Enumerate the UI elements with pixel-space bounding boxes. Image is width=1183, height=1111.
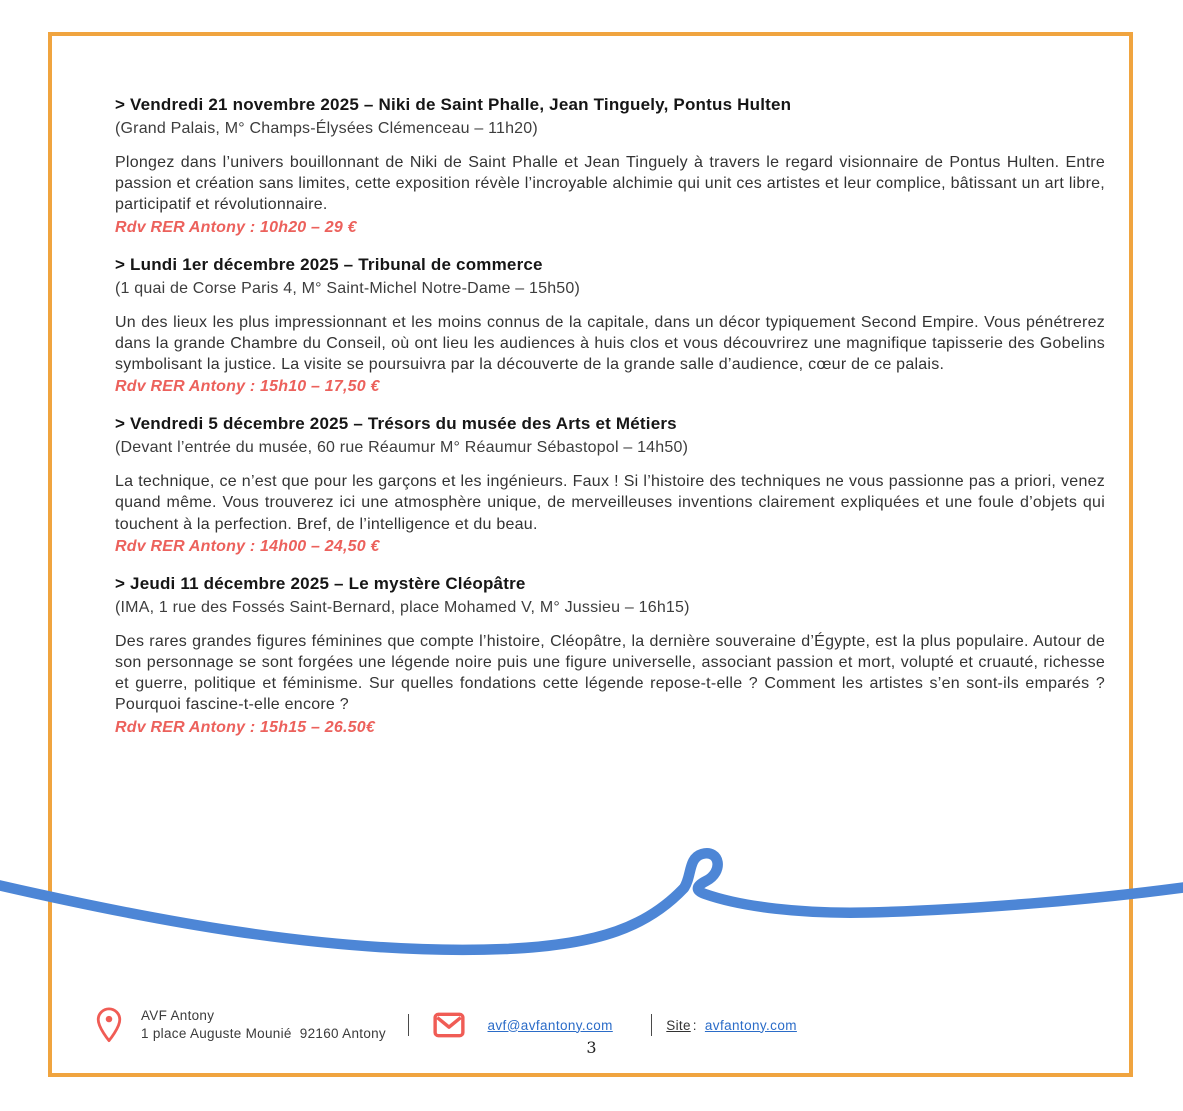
site-label: Site (666, 1017, 691, 1033)
event-title: > Lundi 1er décembre 2025 – Tribunal de commerce (115, 254, 543, 274)
event-location: (1 quai de Corse Paris 4, M° Saint-Michel Notre-Dame – 15h50) (115, 279, 581, 297)
event-description: Des rares grandes figures féminines que compte l’histoire, Cléopâtre, la dernière souveraine d’Égypte, est la plus populaire. Autour de son personnage se sont forgées une légende noire puis une figure universelle, associant passion et mort, volupté et cruauté, richesse et guerre, politique et féminisme. Sur quelles fondations cette légende repose-t-elle ? Comment les artistes s’en sont-ils emparés ? Pourquoi fascine-t-elle encore ? (115, 632, 1105, 714)
event-rdv-price: Rdv RER Antony : 15h10 – 17,50 € (115, 378, 380, 396)
email-envelope-icon (433, 1012, 465, 1038)
page-number: 3 (586, 1038, 597, 1057)
event-title: > Vendredi 21 novembre 2025 – Niki de Saint Phalle, Jean Tinguely, Pontus Hulten (115, 95, 792, 114)
email-link[interactable]: avf@avfantony.com (487, 1017, 613, 1033)
footer-street-address: 1 place Auguste Mounié 92160 Antony (141, 1026, 386, 1041)
event-item (115, 94, 1105, 238)
event-title: > Jeudi 11 décembre 2025 – Le mystère Cléopâtre (115, 573, 526, 593)
events-list (115, 94, 1105, 754)
wave-decoration-line (0, 840, 1183, 975)
event-location: (Devant l’entrée du musée, 60 rue Réaumur M° Réaumur Sébastopol – 14h50) (115, 439, 689, 457)
event-item (115, 573, 1105, 738)
event-location: (Grand Palais, M° Champs-Élysées Clémenceau – 11h20) (115, 120, 538, 137)
event-rdv-price: Rdv RER Antony : 10h20 – 29 € (115, 218, 357, 236)
footer-divider (408, 1014, 410, 1036)
event-description: La technique, ce n’est que pour les garçons et les ingénieurs. Faux ! Si l’histoire des techniques ne vous passionne pas a priori, venez quand même. Vous trouverez ici une atmosphère unique, de merveilleuses inventions clairement expliquées et une foule d’objets qui touchent à la perfection. Bref, de l’intelligence et du beau. (115, 473, 1105, 533)
event-description: Plongez dans l’univers bouillonnant de Niki de Saint Phalle et Jean Tinguely à travers le regard visionnaire de Pontus Hulten. Entre passion et création sans limites, cette exposition révèle l’incroyable alchimie qui unit ces artistes et leur complice, bâtissant un art libre, participatif et révolutionnaire. (115, 154, 1105, 214)
event-item (115, 254, 1105, 398)
footer-divider (651, 1014, 653, 1036)
site-separator: : (692, 1017, 697, 1033)
site-group (666, 1018, 797, 1033)
footer-org-name: AVF Antony (141, 1008, 215, 1023)
event-item (115, 413, 1105, 557)
event-description: Un des lieux les plus impressionnant et les moins connus de la capitale, dans un décor typiquement Second Empire. Vous pénétrerez dans la grande Chambre du Conseil, où ont lieu les audiences à huis clos et vous découvrirez une magnifique tapisserie des Gobelins symbolisant la justice. La visite se poursuivra par la découverte de la grande salle d’audience, cœur de ce palais. (115, 313, 1105, 374)
event-location: (IMA, 1 rue des Fossés Saint-Bernard, place Mohamed V, M° Jussieu – 16h15) (115, 598, 690, 616)
site-link[interactable]: avfantony.com (704, 1017, 797, 1033)
event-rdv-price: Rdv RER Antony : 15h15 – 26.50€ (115, 718, 375, 736)
event-rdv-price: Rdv RER Antony : 14h00 – 24,50 € (115, 537, 380, 555)
event-title: > Vendredi 5 décembre 2025 – Trésors du musée des Arts et Métiers (115, 414, 677, 434)
